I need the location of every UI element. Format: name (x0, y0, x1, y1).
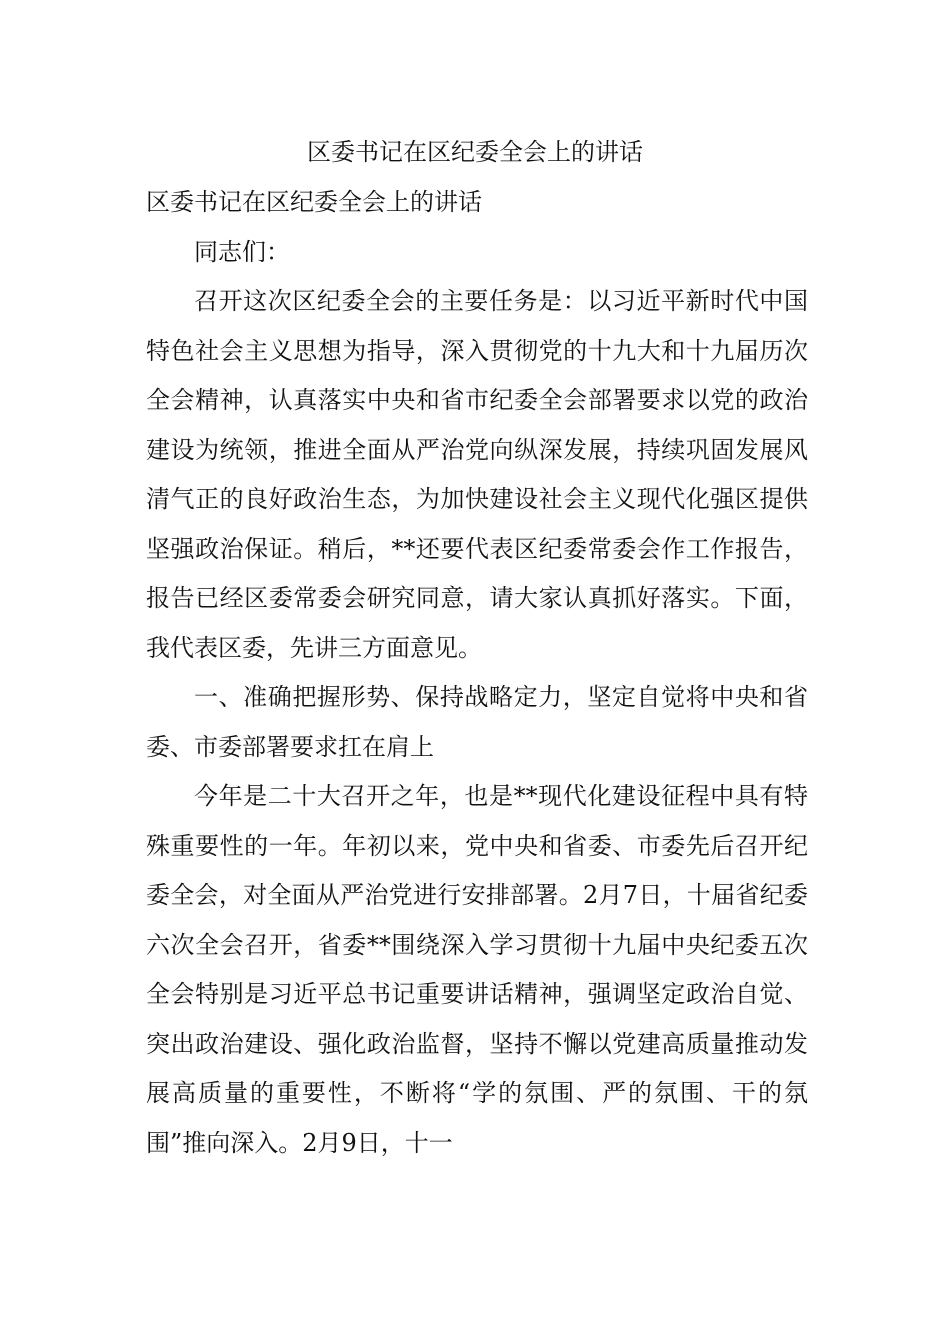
section-heading-1: 一、准确把握形势、保持战略定力，坚定自觉将中央和省委、市委部署要求扛在肩上 (146, 683, 808, 761)
paragraph-section-1: 今年是二十大召开之年，也是**现代化建设征程中具有特殊重要性的一年。年初以来，党中央和省委、市委先后召开纪委全会，对全面从严治党进行安排部署。2月7日，十届省纪委六次全会召开，省委**围绕深入学习贯彻十九届中央纪委五次全会特别是习近平总书记重要讲话精神，强调坚定政治自觉、突出政治建设、强化政治监督，坚持不懈以党建高质量推动发展高质量的重要性，不断将“学的氛围、严的氛围、干的氛围”推向深入。2月9日，十一 (146, 782, 808, 1157)
paragraph-intro: 召开这次区纪委全会的主要任务是：以习近平新时代中国特色社会主义思想为指导，深入贯彻党的十九大和十九届历次全会精神，认真落实中央和省市纪委全会部署要求以党的政治建设为统领，推进全面从严治党向纵深发展，持续巩固发展风清气正的良好政治生态，为加快建设社会主义现代化强区提供坚强政治保证。稍后，**还要代表区纪委常委会作工作报告，报告已经区委常委会研究同意，请大家认真抓好落实。下面，我代表区委，先讲三方面意见。 (146, 287, 808, 662)
greeting: 同志们： (194, 237, 290, 266)
document-subtitle: 区委书记在区纪委全会上的讲话 (146, 188, 482, 216)
document-body (146, 178, 808, 1168)
document-title: 区委书记在区纪委全会上的讲话 (307, 138, 643, 166)
